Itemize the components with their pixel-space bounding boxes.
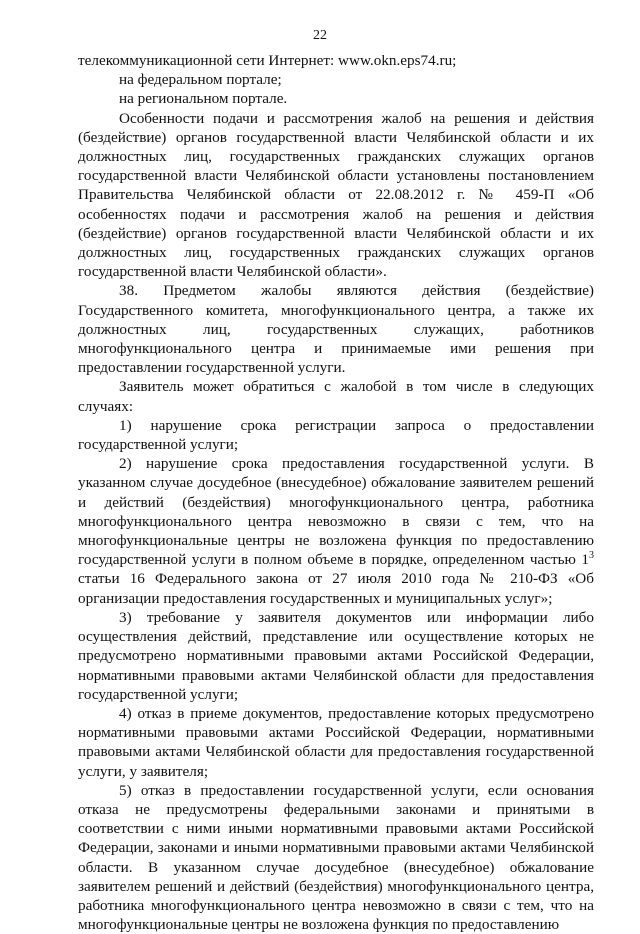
case-2-text-before: 2) нарушение срока предоставления государственной услуги. В указанном случае досудебное (внесудебное) обжалование заявителем решений и действий (бездействия) многофункционального центра, работника многофункционального центра невозможно в связи с тем, что на многофункциональные центры не возложена функция по предоставлению государственной услуги в полном объеме в порядке, определенном частью 1 (78, 455, 594, 569)
paragraph-case-1: 1) нарушение срока регистрации запроса о предоставлении государственной услуги; (78, 416, 594, 454)
paragraph-38-subject: 38. Предметом жалобы являются действия (бездействие) Государственного комитета, многофункционального центра, а также их должностных лиц, государственных служащих, работников многофункционального центра и принимаемые ими решения при предоставлении государственной услуги. (78, 282, 594, 377)
paragraph-regional-portal: на региональном портале. (119, 90, 288, 108)
paragraph-case-2 (78, 454, 594, 608)
paragraph-case-4: 4) отказ в приеме документов, предоставление которых предусмотрено нормативными правовыми актами Российской Федерации, нормативными правовыми актами Челябинской области для предоставления государственной услуги, у заявителя; (78, 704, 594, 780)
document-body (78, 51, 594, 934)
paragraph-federal-portal: на федеральном портале; (119, 71, 282, 89)
page-number: 22 (313, 28, 327, 43)
paragraph-complaint-features: Особенности подачи и рассмотрения жалоб на решения и действия (бездействие) органов государственной власти Челябинской области и их должностных лиц, государственных гражданских служащих органов государственной власти Челябинской области установлены постановлением Правительства Челябинской области от 22.08.2012 г. № 459-П «Об особенностях подачи и рассмотрения жалоб на решения и действия (бездействие) органов государственной власти Челябинской области и их должностных лиц, государственных гражданских служащих органов государственной власти Челябинской области». (78, 109, 594, 281)
paragraph-url-line: телекоммуникационной сети Интернет: www.okn.eps74.ru; (78, 52, 457, 69)
paragraph-case-5: 5) отказ в предоставлении государственной услуги, если основания отказа не предусмотрены федеральными законами и принятыми в соответствии с ними иными нормативными правовыми актами Российской Федерации, законами и иными нормативными правовыми актами Челябинской области. В указанном случае досудебное (внесудебное) обжалование заявителем решений и действий (бездействия) многофункционального центра, работника многофункционального центра невозможно в связи с тем, что на многофункциональные центры не возложена функция по предоставлению (78, 781, 594, 934)
paragraph-case-3: 3) требование у заявителя документов или информации либо осуществления действий, представление или осуществление которых не предусмотрено нормативными правовыми актами Российской Федерации, нормативными правовыми актами Челябинской области для предоставления государственной услуги; (78, 608, 594, 703)
case-2-text-after: статьи 16 Федерального закона от 27 июля 2010 года № 210-ФЗ «Об организации предоставления государственных и муниципальных услуг»; (78, 570, 594, 607)
paragraph-cases-intro: Заявитель может обратиться с жалобой в том числе в следующих случаях: (78, 378, 594, 415)
case-2-superscript: 3 (589, 550, 594, 562)
